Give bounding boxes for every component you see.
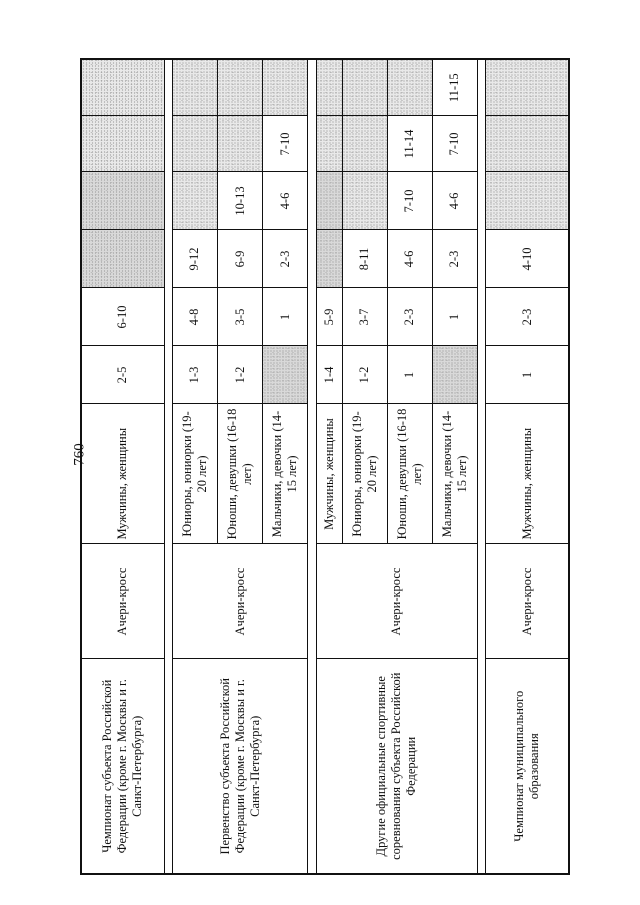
value-cell: 6-10 bbox=[81, 288, 164, 346]
table-row bbox=[172, 59, 217, 874]
value-cell: 11-15 bbox=[432, 59, 477, 116]
shaded-cell bbox=[263, 59, 308, 116]
value-cell: 7-10 bbox=[263, 116, 308, 172]
value-cell: 9-12 bbox=[172, 230, 217, 288]
value-cell: 4-6 bbox=[432, 172, 477, 230]
row-separator bbox=[164, 59, 172, 874]
value-cell: 1 bbox=[486, 346, 569, 404]
value-cell: 1 bbox=[432, 288, 477, 346]
value-cell: 3-7 bbox=[342, 288, 387, 346]
value-cell: 1 bbox=[263, 288, 308, 346]
shaded-cell bbox=[316, 172, 342, 230]
shaded-cell bbox=[342, 59, 387, 116]
shaded-cell bbox=[81, 59, 164, 116]
age-group-cell: Юноши, девушки (16-18 лет) bbox=[387, 404, 432, 544]
shaded-cell bbox=[81, 116, 164, 172]
value-cell: 2-3 bbox=[387, 288, 432, 346]
value-cell: 2-3 bbox=[432, 230, 477, 288]
event-cell: Другие официальные спортивные соревнования субъекта Российской Федерации bbox=[316, 659, 477, 874]
value-cell: 3-5 bbox=[218, 288, 263, 346]
value-cell: 4-10 bbox=[486, 230, 569, 288]
discipline-cell: Ачери-кросс bbox=[172, 544, 307, 659]
discipline-cell: Ачери-кросс bbox=[486, 544, 569, 659]
value-cell: 4-8 bbox=[172, 288, 217, 346]
age-group-cell: Мальчики, девочки (14-15 лет) bbox=[263, 404, 308, 544]
value-cell: 6-9 bbox=[218, 230, 263, 288]
value-cell: 10-13 bbox=[218, 172, 263, 230]
event-cell: Чемпионат субъекта Российской Федерации (кроме г. Москвы и г. Санкт-Петербурга) bbox=[81, 659, 164, 874]
shaded-cell bbox=[263, 346, 308, 404]
shaded-cell bbox=[316, 116, 342, 172]
row-separator bbox=[477, 59, 485, 874]
value-cell: 4-6 bbox=[387, 230, 432, 288]
shaded-cell bbox=[486, 59, 569, 116]
shaded-cell bbox=[172, 116, 217, 172]
event-cell: Первенство субъекта Российской Федерации (кроме г. Москвы и г. Санкт-Петербурга) bbox=[172, 659, 307, 874]
table-row bbox=[486, 59, 569, 874]
value-cell: 4-6 bbox=[263, 172, 308, 230]
row-separator bbox=[308, 59, 316, 874]
value-cell: 7-10 bbox=[387, 172, 432, 230]
shaded-cell bbox=[342, 116, 387, 172]
shaded-cell bbox=[81, 172, 164, 230]
value-cell: 1-4 bbox=[316, 346, 342, 404]
ranking-table bbox=[80, 58, 570, 875]
table-row bbox=[316, 59, 342, 874]
shaded-cell bbox=[316, 59, 342, 116]
table-rotator bbox=[80, 60, 570, 875]
shaded-cell bbox=[486, 172, 569, 230]
shaded-cell bbox=[342, 172, 387, 230]
value-cell: 1-2 bbox=[342, 346, 387, 404]
shaded-cell bbox=[486, 116, 569, 172]
value-cell: 1-3 bbox=[172, 346, 217, 404]
rotated-table-container bbox=[80, 60, 570, 875]
value-cell: 2-3 bbox=[486, 288, 569, 346]
value-cell: 7-10 bbox=[432, 116, 477, 172]
shaded-cell bbox=[81, 230, 164, 288]
shaded-cell bbox=[387, 59, 432, 116]
table-row bbox=[81, 59, 164, 874]
value-cell: 11-14 bbox=[387, 116, 432, 172]
shaded-cell bbox=[432, 346, 477, 404]
value-cell: 2-3 bbox=[263, 230, 308, 288]
event-cell: Чемпионат муниципального образования bbox=[486, 659, 569, 874]
age-group-cell: Юниоры, юниорки (19-20 лет) bbox=[342, 404, 387, 544]
page-number: 760 bbox=[71, 443, 88, 466]
age-group-cell: Юниоры, юниорки (19-20 лет) bbox=[172, 404, 217, 544]
age-group-cell: Мужчины, женщины bbox=[81, 404, 164, 544]
shaded-cell bbox=[172, 172, 217, 230]
discipline-cell: Ачери-кросс bbox=[316, 544, 477, 659]
shaded-cell bbox=[218, 59, 263, 116]
value-cell: 1 bbox=[387, 346, 432, 404]
age-group-cell: Юноши, девушки (16-18 лет) bbox=[218, 404, 263, 544]
value-cell: 1-2 bbox=[218, 346, 263, 404]
value-cell: 2-5 bbox=[81, 346, 164, 404]
shaded-cell bbox=[316, 230, 342, 288]
value-cell: 5-9 bbox=[316, 288, 342, 346]
age-group-cell: Мужчины, женщины bbox=[316, 404, 342, 544]
shaded-cell bbox=[172, 59, 217, 116]
shaded-cell bbox=[218, 116, 263, 172]
value-cell: 8-11 bbox=[342, 230, 387, 288]
age-group-cell: Мужчины, женщины bbox=[486, 404, 569, 544]
age-group-cell: Мальчики, девочки (14-15 лет) bbox=[432, 404, 477, 544]
discipline-cell: Ачери-кросс bbox=[81, 544, 164, 659]
